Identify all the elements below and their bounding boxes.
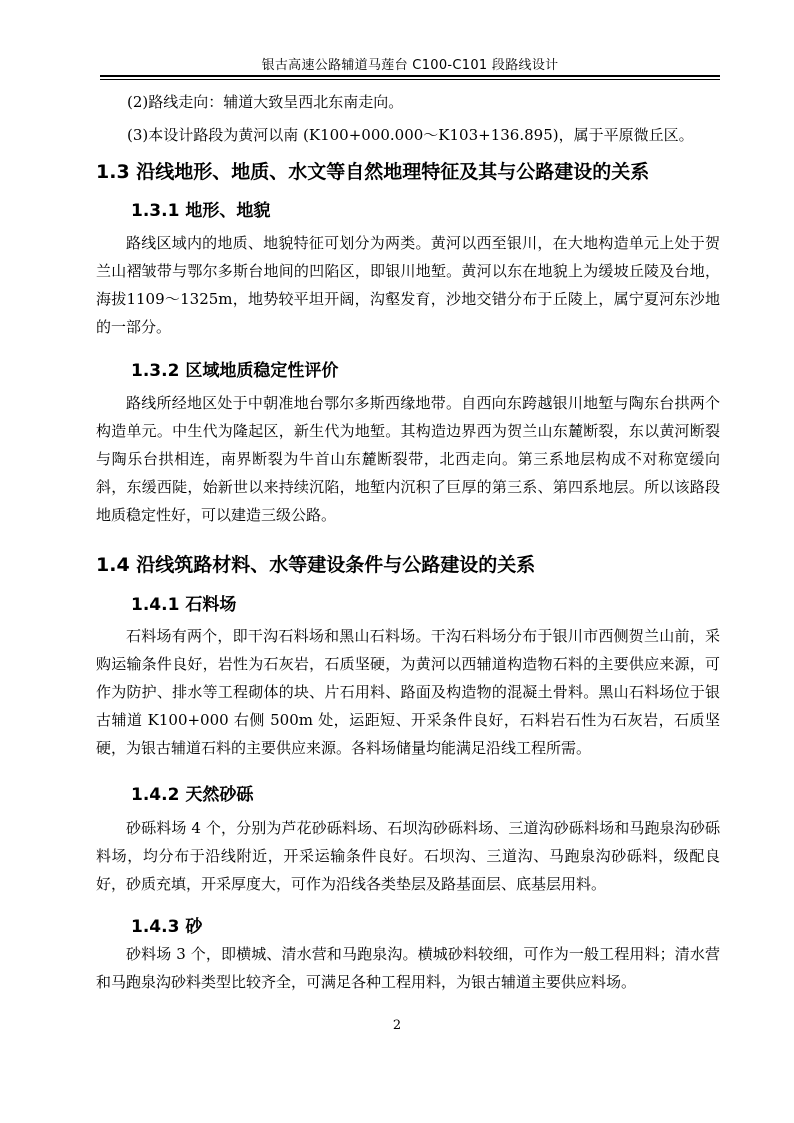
subsection-heading-1-4-3: 1.4.3 砂	[131, 917, 203, 937]
paragraph-gravel: 砂砾料场 4 个，分别为芦花砂砾料场、石坝沟砂砾料场、三道沟砂砾料场和马跑泉沟砂砾料场，均分布于沿线附近，开采运输条件良好。石坝沟、三道沟、马跑泉沟砂砾料，级配良好，砂质充填，开采厚度大，可作为沿线各类垫层及路基面层、底基层用料。	[96, 819, 720, 893]
paragraph-geology-stability: 路线所经地区处于中朝准地台鄂尔多斯西缘地带。自西向东跨越银川地堑与陶东台拱两个构造单元。中生代为隆起区，新生代为地堑。其构造边界西为贺兰山东麓断裂，东以黄河断裂与陶乐台拱相连，南界断裂为牛首山东麓断裂带，北西走向。第三系地层构成不对称宽缓向斜，东缓西陡，始新世以来持续沉陷，地堑内沉积了巨厚的第三系、第四系地层。所以该路段地质稳定性好，可以建造三级公路。	[96, 394, 720, 524]
route-direction-line: (2)路线走向：辅道大致呈西北东南走向。	[127, 93, 404, 111]
section-heading-1-3: 1.3 沿线地形、地质、水文等自然地理特征及其与公路建设的关系	[96, 161, 650, 183]
subsection-heading-1-3-2: 1.3.2 区域地质稳定性评价	[131, 361, 339, 381]
page-header-title: 银古高速公路辅道马莲台 C100-C101 段路线设计	[261, 58, 559, 73]
paragraph-terrain: 路线区域内的地质、地貌特征可划分为两类。黄河以西至银川，在大地构造单元上处于贺兰山褶皱带与鄂尔多斯台地间的凹陷区，即银川地堑。黄河以东在地貌上为缓坡丘陵及台地，海拔1109～1325m，地势较平坦开阔，沟壑发育，沙地交错分布于丘陵上，属宁夏河东沙地的一部分。	[96, 234, 720, 336]
route-section-line: (3)本设计路段为黄河以南 (K100+000.000～K103+136.895)，属于平原微丘区。	[127, 126, 694, 144]
section-heading-1-4: 1.4 沿线筑路材料、水等建设条件与公路建设的关系	[96, 554, 536, 576]
subsection-heading-1-4-1: 1.4.1 石料场	[131, 595, 237, 615]
page-number: 2	[392, 1018, 402, 1033]
paragraph-sand: 砂料场 3 个，即横城、清水营和马跑泉沟。横城砂料较细，可作为一般工程用料；清水营和马跑泉沟砂料类型比较齐全，可满足各种工程用料，为银古辅道主要供应料场。	[96, 945, 720, 991]
subsection-heading-1-4-2: 1.4.2 天然砂砾	[131, 785, 254, 805]
subsection-heading-1-3-1: 1.3.1 地形、地貌	[131, 201, 271, 221]
header-rule	[100, 75, 720, 77]
header-rule-thin	[100, 79, 720, 80]
paragraph-quarry: 石料场有两个，即干沟石料场和黑山石料场。干沟石料场分布于银川市西侧贺兰山前，采购运输条件良好，岩性为石灰岩，石质坚硬，为黄河以西辅道构造物石料的主要供应来源，可作为防护、排水等工程砌体的块、片石用料、路面及构造物的混凝土骨料。黑山石料场位于银古辅道 K100+000 右侧 500m 处，运距短、开采条件良好，石料岩石性为石灰岩，石质坚硬，为银古辅道石料的主要供应来源。各料场储量均能满足沿线工程所需。	[96, 627, 720, 757]
